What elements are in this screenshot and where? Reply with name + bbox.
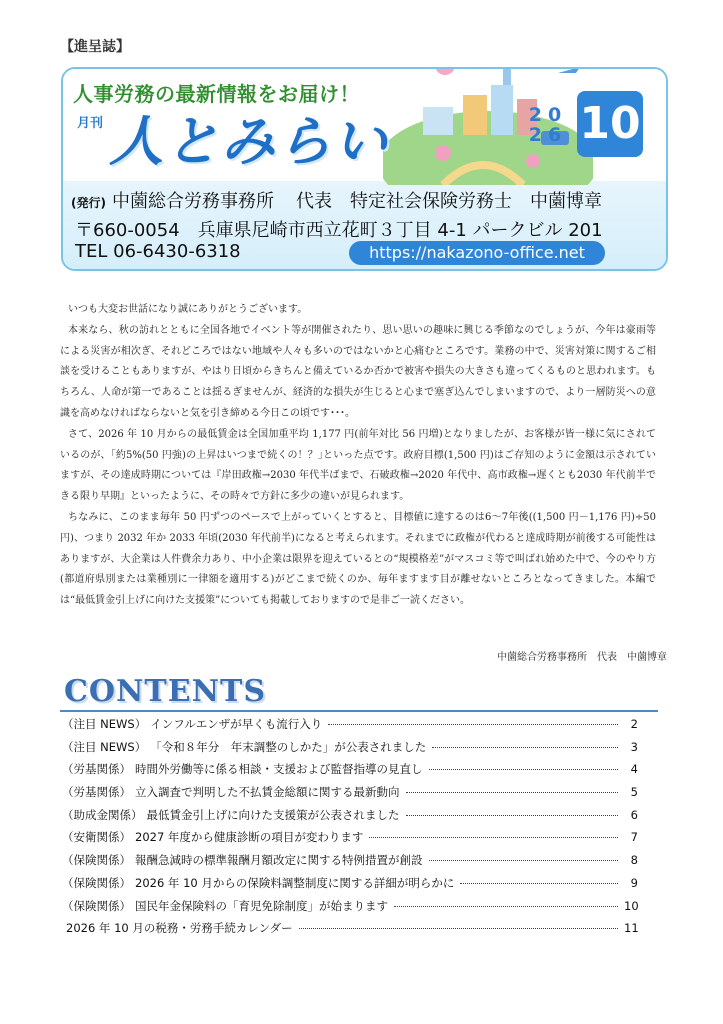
contents-category: （保険関係）: [62, 898, 131, 913]
monthly-label: 月刊: [77, 116, 104, 131]
telephone: TEL 06-6430-6318: [75, 241, 241, 262]
body-paragraph: いつも大変お世話になり誠にありがとうございます。: [68, 304, 308, 315]
contents-page: 4: [630, 762, 638, 777]
issue-month: 10: [577, 91, 643, 157]
contents-title: 2026 年 10 月からの保険料調整制度に関する詳細が明らかに: [135, 875, 455, 890]
contents-title: 国民年金保険料の「育児免除制度」が始まります: [135, 898, 388, 913]
body-paragraph: さて、2026 年 10 月からの最低賃金は全国加重平均 1,177 円(前年対比 56 円増)となりましたが、お客様が皆一様に気にされているのが、｢約5%(50 円強)の上昇はいつまで続くの！？｣といった点です。政府目標(1,500 円)はご存知のように金額は示されていますが、その達成時期については『岸田政権→2030 年代半ばまで、石破政権→2020 年代中、高市政権→遅くとも2030 年代前半できる限り早期』といったように、その時々で方針に多少の違いが見られます。: [60, 428, 656, 503]
issue-year-line1: 20: [528, 104, 568, 126]
contents-page: 8: [630, 853, 638, 868]
contents-category: （注目 NEWS）: [62, 739, 147, 754]
contents-page: 9: [630, 875, 638, 890]
contents-title: 最低賃金引上げに向けた支援策が公表されました: [146, 807, 400, 822]
contents-title: 2026 年 10 月の税務・労務手続カレンダー: [66, 921, 293, 936]
contents-page: 2: [630, 717, 638, 731]
building-icon: [463, 95, 487, 135]
contents-title: 2027 年度から健康診断の項目が変わります: [135, 830, 364, 845]
publisher-line: [71, 187, 612, 213]
contents-page: 3: [630, 739, 638, 754]
contents-page: 6: [630, 807, 638, 822]
dot-leader: [406, 792, 619, 793]
firm-name: 中薗総合労務事務所: [111, 191, 274, 212]
dot-leader: [369, 837, 618, 838]
dot-leader: [429, 769, 619, 770]
contents-category: （労基関係）: [62, 762, 131, 777]
contents-category: （保険関係）: [62, 853, 131, 868]
dot-leader: [429, 860, 619, 861]
website-link[interactable]: https://nakazono-office.net: [349, 241, 605, 265]
contents-item[interactable]: [62, 875, 638, 898]
dot-leader: [328, 724, 618, 725]
address: 〒660-0054 兵庫県尼崎市西立花町３丁目 4-1 パークビル 201: [75, 220, 603, 241]
body-paragraph: 本来なら、秋の訪れとともに全国各地でイベント等が開催されたり、思い思いの趣味に興じる季節なのでしょうが、今年は豪雨等による災害が相次ぎ、それどころではない地域や人々も多いのではないかと心痛むところです。業務の中で、災害対策に関するご相談を受けることもありますが、やはり日頃からきちんと備えているか否かで被害や損失の大きさも違ってくるものと思われます。もちろん、人命が第一であることは揺るぎませんが、経済的な損失が生じると心まで塞ぎ込んでしまいますので、より一層防災への意識を高めなければならないと気を引き締める今日この頃です･･･。: [60, 324, 656, 419]
contents-title: 報酬急減時の標準報酬月額改定に関する特例措置が創設: [135, 853, 423, 868]
issue-year-line2: 26: [528, 124, 568, 146]
airplane-icon: [558, 67, 580, 73]
contents-item[interactable]: [62, 739, 638, 762]
contents-category: （保険関係）: [62, 875, 131, 890]
contents-item[interactable]: [62, 852, 638, 875]
issue-year: [525, 105, 571, 145]
contents-title: 立入調査で判明した不払賃金総額に関する最新動向: [135, 785, 400, 800]
dot-leader: [299, 928, 618, 929]
contents-page: 11: [624, 921, 639, 936]
greeting-body: [60, 300, 656, 612]
contents-divider: [60, 710, 658, 712]
publication-title: 人とみらい: [109, 109, 389, 173]
dot-leader: [460, 883, 618, 884]
contents-list: [62, 716, 638, 943]
dot-leader: [406, 815, 619, 816]
contents-page: 10: [624, 898, 639, 913]
contents-category: （安衛関係）: [62, 830, 131, 845]
tree-icon: [435, 145, 451, 161]
dot-leader: [394, 906, 618, 907]
presented-label: 【進呈誌】: [60, 39, 130, 55]
contents-item[interactable]: [62, 784, 638, 807]
contents-item[interactable]: [62, 807, 638, 830]
contents-item[interactable]: [62, 829, 638, 852]
contents-page: 7: [630, 830, 638, 845]
body-paragraph: ちなみに、このまま毎年 50 円ずつのペースで上がっていくとすると、目標値に達するのは6～7年後((1,500 円－1,176 円)÷50 円)、つまり 2032 年か 2033 年頃(2030 年代前半)になると考えられます。それまでに政権が代わると達成時期が前後する可能性はありますが、大企業は人件費余力あり、中小企業は限界を迎えているとの“規模格差”がマスコミ等で叫ばれ始めた中で、今のやり方(都道府県別または業種別に一律額を適用する)がどこまで続くのか、毎年ますます目が離せないところとなってきました。本編では“最低賃金引上げに向けた支援策”についても掲載しておりますので是非ご一読ください。: [60, 511, 656, 607]
dot-leader: [432, 747, 618, 748]
contents-item[interactable]: [62, 761, 638, 784]
issuer-label: (発行): [71, 196, 106, 210]
representative: 代表 特定社会保険労務士 中薗博章: [295, 191, 602, 212]
tagline: 人事労務の最新情報をお届け！: [73, 82, 360, 106]
contents-title: 時間外労働等に係る相談・支援および監督指導の見直し: [135, 762, 423, 777]
contents-item[interactable]: [62, 898, 638, 921]
header-banner: [61, 67, 668, 271]
contents-category: （労基関係）: [62, 785, 131, 800]
contents-page: 5: [630, 785, 638, 800]
contents-category: （助成金関係）: [62, 807, 143, 822]
signature: 中薗総合労務事務所 代表 中薗博章: [497, 652, 667, 663]
contents-heading: CONTENTS: [64, 674, 267, 709]
contents-item[interactable]: [62, 716, 638, 739]
sun-icon: [435, 67, 455, 75]
contents-category: （注目 NEWS）: [62, 717, 147, 731]
contents-item[interactable]: [62, 920, 638, 943]
contents-title: インフルエンザが早くも流行入り: [150, 717, 323, 731]
contents-title: 「令和８年分 年末調整のしかた」が公表されました: [150, 739, 427, 754]
